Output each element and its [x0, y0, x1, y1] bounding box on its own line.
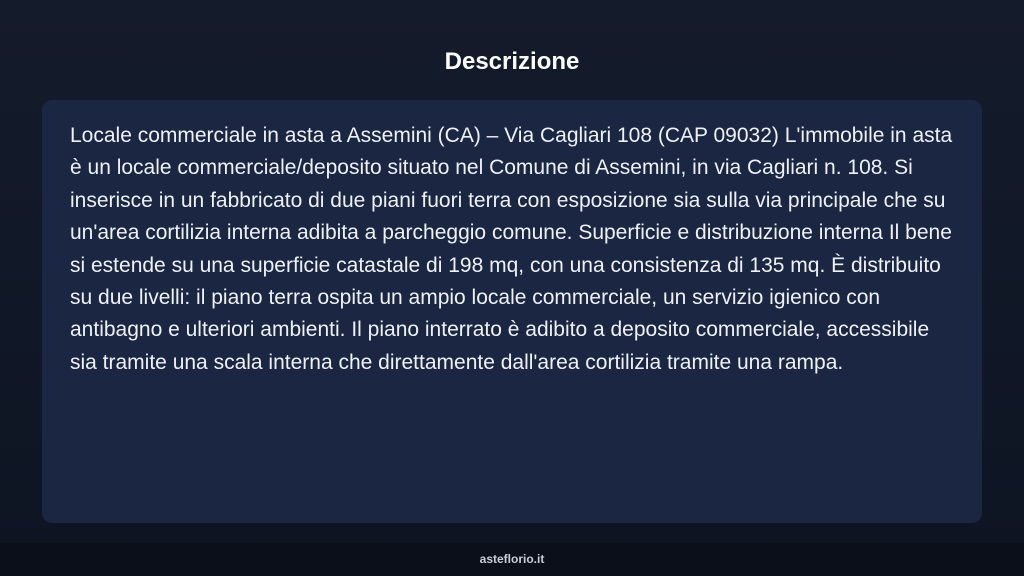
description-text: Locale commerciale in asta a Assemini (CA) – Via Cagliari 108 (CAP 09032) L'immobile in asta è un locale commerciale/deposito situato nel Comune di Assemini, in via Cagliari n. 108. Si inserisce in un fabbricato di due piani fuori terra con esposizione sia sulla via principale che su un'area cortilizia interna adibita a parcheggio comune. Superficie e distribuzione interna Il bene si estende su una superficie catastale di 198 mq, con una consistenza di 135 mq. È distribuito su due livelli: il piano terra ospita un ampio locale commerciale, un servizio igienico con antibagno e ulteriori ambienti. Il piano interrato è adibito a deposito commerciale, accessibile sia tramite una scala interna che direttamente dall'area cortilizia tramite una rampa.: [70, 124, 953, 374]
page-title: Descrizione: [444, 48, 580, 75]
description-card: [42, 100, 982, 523]
footer-site-label: asteflorio.it: [479, 552, 545, 566]
footer-bar: [0, 543, 1024, 576]
